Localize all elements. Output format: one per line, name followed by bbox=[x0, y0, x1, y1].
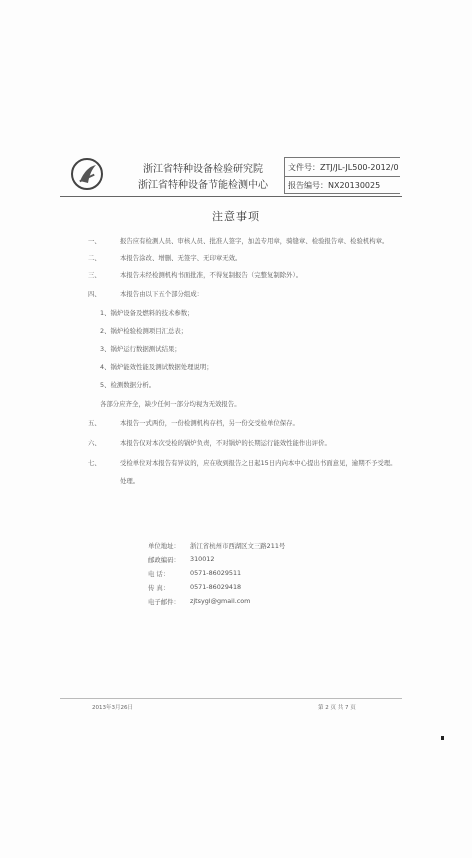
header-box-left bbox=[284, 157, 285, 193]
subitem: 4、锅炉能效性能及测试数据处理说明； bbox=[100, 363, 213, 371]
fax-label: 传 真： bbox=[148, 584, 170, 592]
item-number: 六、 bbox=[88, 439, 101, 447]
address-value: 浙江省杭州市西湖区文三路211号 bbox=[190, 542, 286, 550]
item-number: 三、 bbox=[88, 271, 101, 279]
footer-page-number: 第 2 页 共 7 页 bbox=[318, 705, 356, 711]
subitem: 2、锅炉检验检测项目汇总表； bbox=[100, 327, 188, 335]
postcode-value: 310012 bbox=[190, 555, 215, 563]
fax-value: 0571-86029418 bbox=[190, 583, 242, 591]
institute-name-line1: 浙江省特种设备检验研究院 bbox=[143, 164, 263, 175]
postcode-label: 邮政编码： bbox=[148, 556, 180, 564]
item-text: 本报告涂改、增删、无签字、无印章无效。 bbox=[120, 254, 242, 262]
item-text: 本报告由以下五个部分组成： bbox=[120, 290, 204, 298]
item-text: 报告应有检测人员、审核人员、批准人签字，加盖专用章，骑缝章、检验报告章、检验机构章。 bbox=[120, 237, 389, 245]
item-number: 五、 bbox=[88, 419, 101, 427]
subitem: 5、检测数据分析。 bbox=[100, 381, 156, 389]
email-value: zjtsygl@gmail.com bbox=[190, 597, 251, 605]
header-box-top bbox=[284, 157, 400, 158]
item-text: 本报告仅对本次受检的锅炉负责，不对锅炉的长期运行能效性能作出评价。 bbox=[120, 439, 331, 447]
header-divider bbox=[60, 196, 402, 197]
page-title: 注意事项 bbox=[212, 210, 260, 223]
institute-logo-icon bbox=[70, 157, 104, 191]
tel-label: 电 话： bbox=[148, 570, 170, 578]
item-text: 本报告未经检测机构书面批准，不得复制报告（完整复制除外）。 bbox=[120, 271, 303, 279]
subitem: 1、锅炉设备及燃料的技术参数； bbox=[100, 309, 194, 317]
item-number: 二、 bbox=[88, 254, 101, 262]
completeness-note: 各部分应齐全，缺少任何一部分均视为无效报告。 bbox=[100, 400, 241, 408]
file-number: 文件号：ZTJ/JL-JL500-2012/0 bbox=[288, 163, 399, 172]
item-text: 本报告一式两份，一份检测机构存档，另一份交受检单位保存。 bbox=[120, 419, 299, 427]
institute-name-line2: 浙江省特种设备节能检测中心 bbox=[138, 180, 268, 191]
tel-value: 0571-86029511 bbox=[190, 569, 242, 577]
item-continuation: 处理。 bbox=[120, 477, 140, 485]
item-number: 四、 bbox=[88, 290, 101, 298]
item-text: 受检单位对本报告有异议的，应在收到报告之日起15日内向本中心提出书面意见，逾期不予受理。 bbox=[120, 459, 397, 467]
subitem: 3、锅炉运行数据测试结果； bbox=[100, 345, 181, 353]
email-label: 电子邮件： bbox=[148, 598, 180, 606]
item-number: 七、 bbox=[88, 459, 101, 467]
header-box-bottom bbox=[284, 193, 400, 194]
item-number: 一、 bbox=[88, 237, 101, 245]
footer-divider bbox=[60, 698, 402, 699]
address-label: 单位地址： bbox=[148, 542, 180, 550]
header-box-middle bbox=[284, 176, 400, 177]
report-number: 报告编号：NX20130025 bbox=[288, 181, 381, 190]
footer-date: 2013年3月26日 bbox=[92, 705, 133, 711]
scan-mark bbox=[441, 736, 444, 740]
